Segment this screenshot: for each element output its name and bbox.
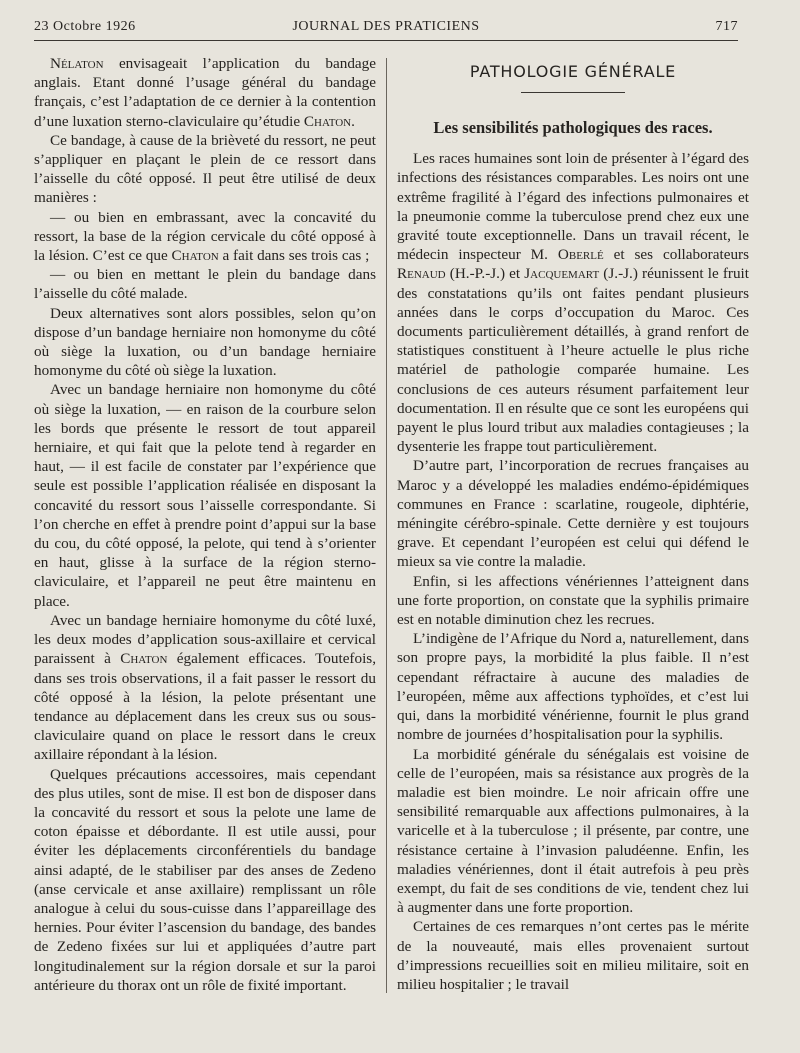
text-run: D’autre part, l’incorporation de recrues françaises au Maroc y a développé les maladies endémo-épidémiques communes en France : scarlatine, rougeole, diphtérie, méningite cérébro-spinale. Cette dernière y est toujours grave. Et cependant l’européen est celui qui défend le mieux sa vie contre la maladie. — [397, 457, 749, 571]
article-title: Les sensibilités pathologiques des races. — [433, 118, 713, 137]
paragraph — [397, 917, 749, 994]
paragraph — [397, 149, 749, 456]
paragraph — [34, 304, 376, 381]
paragraph — [34, 54, 376, 131]
section-title: PATHOLOGIE GÉNÉRALE — [469, 62, 677, 81]
text-run: Certaines de ces remarques n’ont certes pas le mérite de la nouveauté, mais elles provenaient surtout d’impressions recueillies soit en milieu militaire, soit en milieu hospitalier ; le travail — [397, 918, 749, 993]
paragraph — [397, 629, 749, 744]
text-run: — ou bien en mettant le plein du bandage dans l’aisselle du côté malade. — [34, 266, 376, 303]
text-run: (J.-J.) réunissent le fruit des constatations qu’ils ont faites pendant plusieurs années dans le corps d’occupation du Maroc. Ces documents particulièrement détaillés, à grand renfort de statistiques constituent à l’heure actuelle le plus riche matériel de pathologie comparée humaine. Les conclusions de ces auteurs résument parfaitement leur documentation. Il en résulte que ce sont les européens qui payent le plus lourd tribut aux maladies contagieuses ; la dysenterie les frappe tout particulièrement. — [397, 265, 749, 456]
text-run: L’indigène de l’Afrique du Nord a, naturellement, dans son propre pays, la morbidité la plus faible. Il n’est cependant réfractaire à aucune des maladies de l’européen, même aux affections typhoïdes, et c’est lui qui, dans la morbidité vénérienne, fournit le plus grand nombre de journées d’hospitalisation pour la syphilis. — [397, 630, 749, 744]
section-rule — [521, 92, 625, 93]
text-run: La morbidité générale du sénégalais est voisine de celle de l’européen, mais sa résistance aux progrès de la maladie est bien moindre. Le noir africain offre une sensibilité remarquable aux affections pulmonaires, à la varicelle et à la tuberculose ; il présente, par contre, une résistance certaine à l’invasion paludéenne. Enfin, les maladies vénériennes, dont il était autrefois à peu près exempt, du fait de ses conditions de vie, tendent chez lui à augmenter dans une forte proportion. — [397, 745, 749, 917]
text-run: envisageait l’application du bandage anglais. Etant donné l’usage général du bandage français, c’est l’adaptation de ce dernier à la contention d’une luxation sterno-claviculaire qu’étudie — [34, 55, 376, 130]
text-run: a fait dans ses trois cas ; — [218, 247, 370, 265]
author-name: Oberlé — [557, 246, 604, 264]
author-name: Jacquemart — [524, 265, 600, 283]
text-run: et ses collaborateurs — [603, 246, 750, 264]
text-run: Avec un bandage herniaire homonyme du côté luxé, les deux modes d’application sous-axillaire et cervical paraissent à — [34, 611, 376, 668]
author-name: Chaton — [303, 112, 352, 130]
right-column — [397, 62, 749, 994]
header-page-number: 717 — [715, 19, 738, 34]
text-run: Ce bandage, à cause de la brièveté du ressort, ne peut s’appliquer en plaçant le plein de ce ressort dans l’aisselle du côté opposé. Il peut être utilisé de deux manières : — [34, 131, 376, 207]
header-date: 23 Octobre 1926 — [34, 19, 136, 34]
running-header — [34, 19, 738, 41]
author-name: Nélaton — [50, 55, 104, 72]
paragraph — [34, 131, 376, 208]
paragraph — [34, 611, 376, 765]
left-column — [34, 54, 376, 995]
text-run: Quelques précautions accessoires, mais cependant des plus utiles, sont de mise. Il est bon de disposer dans la concavité du ressort et sous la pelote une lame de coton épaisse et débordante. Il est utile aussi, pour éviter les déplacements circonférentiels du bandage ainsi adapté, de le stabiliser par des anses de Zedeno (anse cervicale et anse axillaire) remplissant un rôle analogue à celui du sous-cuisse dans l’appareillage des hernies. Pour éviter l’ascension du bandage, des bandes de Zedeno fixées sur lui et appliquées d’autre part longitudinalement sur la région dorsale et sur la paroi antérieure du thorax ont un rôle de fixité important. — [34, 765, 376, 994]
text-run: Avec un bandage herniaire non homonyme du côté où siège la luxation, — en raison de la courbure selon les bords que présente le ressort de tout appareil herniaire, et qui fait que la pelote tend à regarder en haut, — il est facile de constater par l’expérience que seule est possible l’application réalisée en disposant la concavité du ressort sous l’aisselle correspondante. Si l’on cherche en effet à prendre point d’appui sur la base du cou, du côté opposé, la pelote, qui tend à s’orienter en haut, glisse à la surface de la région sterno-claviculaire, et l’appareil ne peut être maintenu en place. — [34, 381, 376, 610]
text-run: également efficaces. Toutefois, dans ses trois observations, il a fait passer le ressort du côté opposé à la lésion, la pelote présentant une tendance au déplacement dans les creux sus ou sous-claviculaire quand on place le ressort dans le creux axillaire répondant à la lésion. — [34, 650, 377, 764]
paragraph — [397, 456, 749, 571]
paragraph — [34, 765, 376, 995]
text-run: Enfin, si les affections vénériennes l’atteignent dans une forte proportion, on constate que la syphilis primaire est en notable diminution chez les recrues. — [397, 572, 749, 629]
paragraph — [34, 265, 376, 303]
text-run: — ou bien en embrassant, avec la concavité du ressort, la base de la région cervicale du côté opposé à la lésion. C’est ce que — [34, 208, 376, 265]
paragraph — [397, 745, 749, 918]
paragraph — [34, 208, 376, 266]
paragraph — [397, 572, 749, 630]
header-journal-title: JOURNAL DES PRATICIENS — [292, 19, 480, 34]
text-run: Les races humaines sont loin de présenter à l’égard des infections des résistances comparables. Les noirs ont une extrême fragilité à l’égard des infections pulmonaires et la pneumonie comme la tuberculose prend chez eux une gravité toute exceptionnelle. Dans un travail récent, le médecin inspecteur M. — [397, 150, 749, 264]
article-body — [397, 149, 749, 994]
text-run: (H.-P.-J.) et — [445, 265, 525, 283]
author-name: Chaton — [171, 247, 219, 265]
paragraph — [34, 380, 376, 610]
text-run: . — [351, 112, 355, 130]
text-run: Deux alternatives sont alors possibles, selon qu’on dispose d’un bandage herniaire non homonyme du côté où siège la luxation, ou d’un bandage herniaire homonyme du côté où siège la luxation. — [34, 304, 376, 380]
author-name: Chaton — [120, 650, 168, 668]
author-name: Renaud — [397, 265, 446, 283]
header-rule — [34, 40, 738, 41]
column-divider — [386, 58, 387, 993]
